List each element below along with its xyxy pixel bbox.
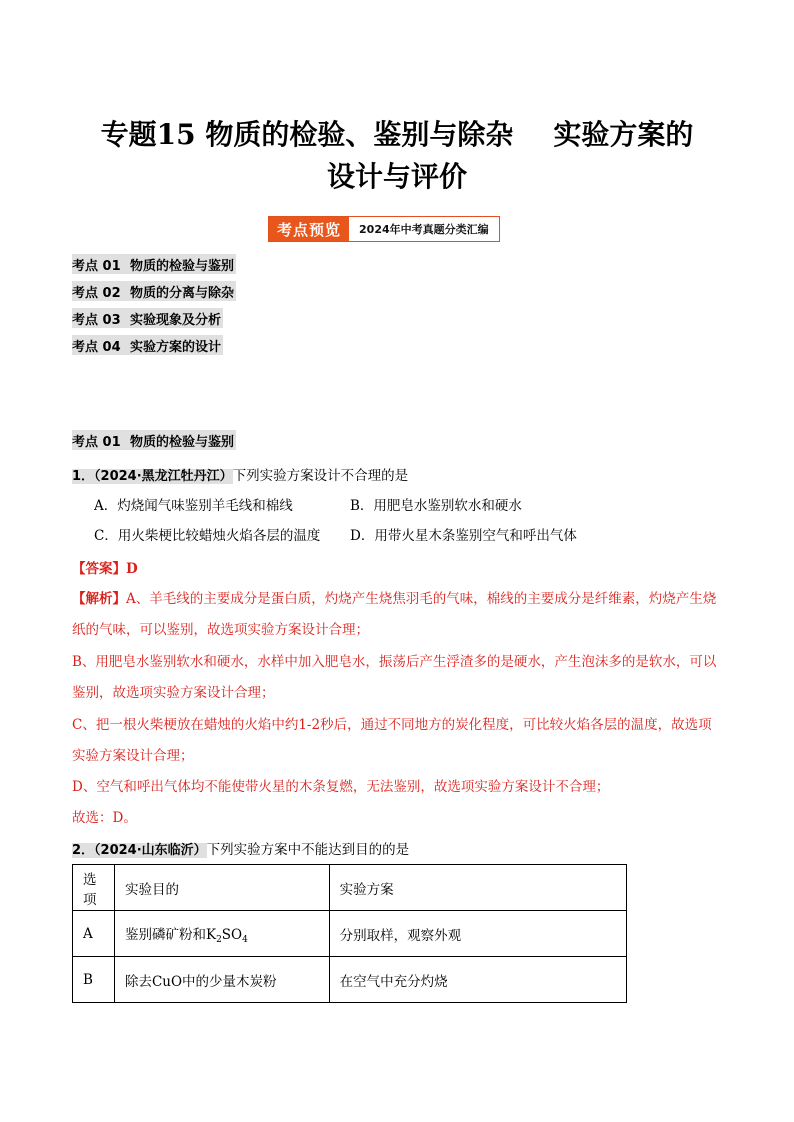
table-header-row <box>73 865 627 911</box>
table-row <box>73 957 627 1003</box>
table-cell: B <box>73 957 115 1003</box>
option-d: D．用带火星木条鉴别空气和呼出气体 <box>350 528 577 544</box>
table-row <box>73 911 627 957</box>
table-cell: 除去CuO中的少量木炭粉 <box>114 957 329 1003</box>
table-cell: A <box>73 911 115 957</box>
question-1-source: 1．（2024·黑龙江牡丹江） <box>72 469 233 484</box>
table-header: 实验目的 <box>114 865 329 911</box>
option-a: A．灼烧闻气味鉴别羊毛线和棉线 <box>94 498 293 514</box>
option-c: C．用火柴梗比较蜡烛火焰各层的温度 <box>94 528 321 544</box>
topic-item: 考点 04 实验方案的设计 <box>72 335 223 355</box>
topic-list <box>72 254 236 362</box>
analysis-b: B、用肥皂水鉴别软水和硬水，水样中加入肥皂水，振荡后产生浮渣多的是硬水，产生泡沫多的是软水，可以鉴别，故选项实验方案设计合理； <box>72 654 717 701</box>
preview-badge <box>268 216 500 242</box>
option-b: B．用肥皂水鉴别软水和硬水 <box>350 498 522 514</box>
answer-line: 【答案】D <box>72 561 138 577</box>
table-header: 选项 <box>73 865 115 911</box>
analysis-a: 【解析】A、羊毛线的主要成分是蛋白质，灼烧产生烧焦羽毛的气味，棉线的主要成分是纤维素，灼烧产生烧纸的气味，可以鉴别，故选项实验方案设计合理； <box>72 591 717 638</box>
analysis-c: C、把一根火柴梗放在蜡烛的火焰中约1-2秒后，通过不同地方的炭化程度，可比较火焰各层的温度，故选项实验方案设计合理； <box>72 717 712 764</box>
analysis-d: D、空气和呼出气体均不能使带火星的木条复燃，无法鉴别，故选项实验方案设计不合理； <box>72 779 610 795</box>
topic-item: 考点 03 实验现象及分析 <box>72 308 223 328</box>
badge-label: 考点预览 <box>269 217 349 241</box>
topic-item: 考点 02 物质的分离与除杂 <box>72 281 236 301</box>
question-1-stem: 1．（2024·黑龙江牡丹江）下列实验方案设计不合理的是 <box>72 468 409 484</box>
topic-item: 考点 01 物质的检验与鉴别 <box>72 254 236 274</box>
title-line-1: 专题15 物质的检验、鉴别与除杂 实验方案的 <box>100 118 694 151</box>
experiment-table <box>72 864 627 1003</box>
question-2-stem: 2．（2024·山东临沂）下列实验方案中不能达到目的的是 <box>72 842 410 858</box>
section-heading: 考点 01 物质的检验与鉴别 <box>72 430 236 450</box>
table-cell: 分别取样，观察外观 <box>329 911 626 957</box>
conclusion: 故选：D。 <box>72 810 137 826</box>
table-cell: 在空气中充分灼烧 <box>329 957 626 1003</box>
document-title <box>60 114 734 198</box>
title-line-2: 设计与评价 <box>326 160 467 193</box>
table-header: 实验方案 <box>329 865 626 911</box>
question-2-source: 2．（2024·山东临沂） <box>72 843 207 858</box>
table-cell: 鉴别磷矿粉和$K_2SO_4$ <box>114 911 329 957</box>
badge-caption: 2024年中考真题分类汇编 <box>349 217 499 241</box>
